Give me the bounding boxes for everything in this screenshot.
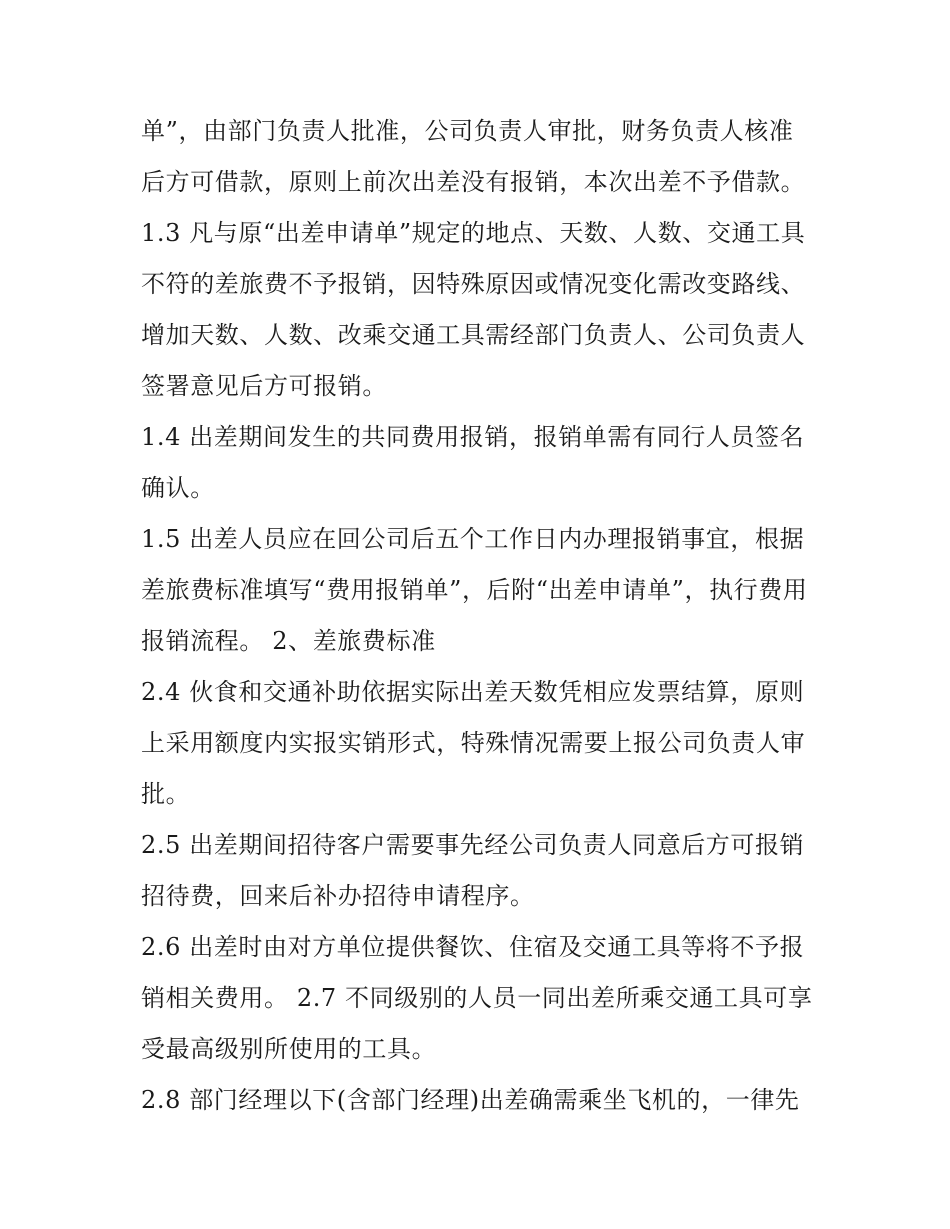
document-body — [141, 106, 821, 1126]
text-line: 后方可借款，原则上前次出差没有报销，本次出差不予借款。 — [141, 168, 806, 196]
text-line: 2.6 出差时由对方单位提供餐饮、住宿及交通工具等将不予报 — [141, 933, 805, 961]
text-line: 1.5 出差人员应在回公司后五个工作日内办理报销事宜，根据 — [141, 525, 805, 553]
text-line: 增加天数、人数、改乘交通工具需经部门负责人、公司负责人 — [141, 321, 806, 349]
text-line: 2.4 伙食和交通补助依据实际出差天数凭相应发票结算，原则 — [141, 678, 805, 706]
text-line: 1.3 凡与原“出差申请单”规定的地点、天数、人数、交通工具 — [141, 219, 806, 247]
text-line: 2.5 出差期间招待客户需要事先经公司负责人同意后方可报销 — [141, 831, 805, 859]
text-line: 批。 — [141, 780, 191, 808]
text-line: 2.8 部门经理以下(含部门经理)出差确需乘坐飞机的，一律先 — [141, 1086, 800, 1114]
text-line: 1.4 出差期间发生的共同费用报销，报销单需有同行人员签名 — [141, 423, 805, 451]
text-line: 受最高级别所使用的工具。 — [141, 1035, 437, 1063]
text-line: 招待费，回来后补办招待申请程序。 — [141, 882, 535, 910]
text-line: 报销流程。 2、差旅费标准 — [141, 627, 436, 655]
text-line: 确认。 — [141, 474, 215, 502]
text-line: 单”，由部门负责人批准，公司负责人审批，财务负责人核准 — [141, 117, 794, 145]
text-line: 差旅费标准填写“费用报销单”，后附“出差申请单”，执行费用 — [141, 576, 808, 604]
text-line: 不符的差旅费不予报销，因特殊原因或情况变化需改变路线、 — [141, 270, 806, 298]
text-line: 销相关费用。 2.7 不同级别的人员一同出差所乘交通工具可享 — [141, 984, 813, 1012]
text-line: 上采用额度内实报实销形式，特殊情况需要上报公司负责人审 — [141, 729, 806, 757]
text-line: 签署意见后方可报销。 — [141, 372, 387, 400]
